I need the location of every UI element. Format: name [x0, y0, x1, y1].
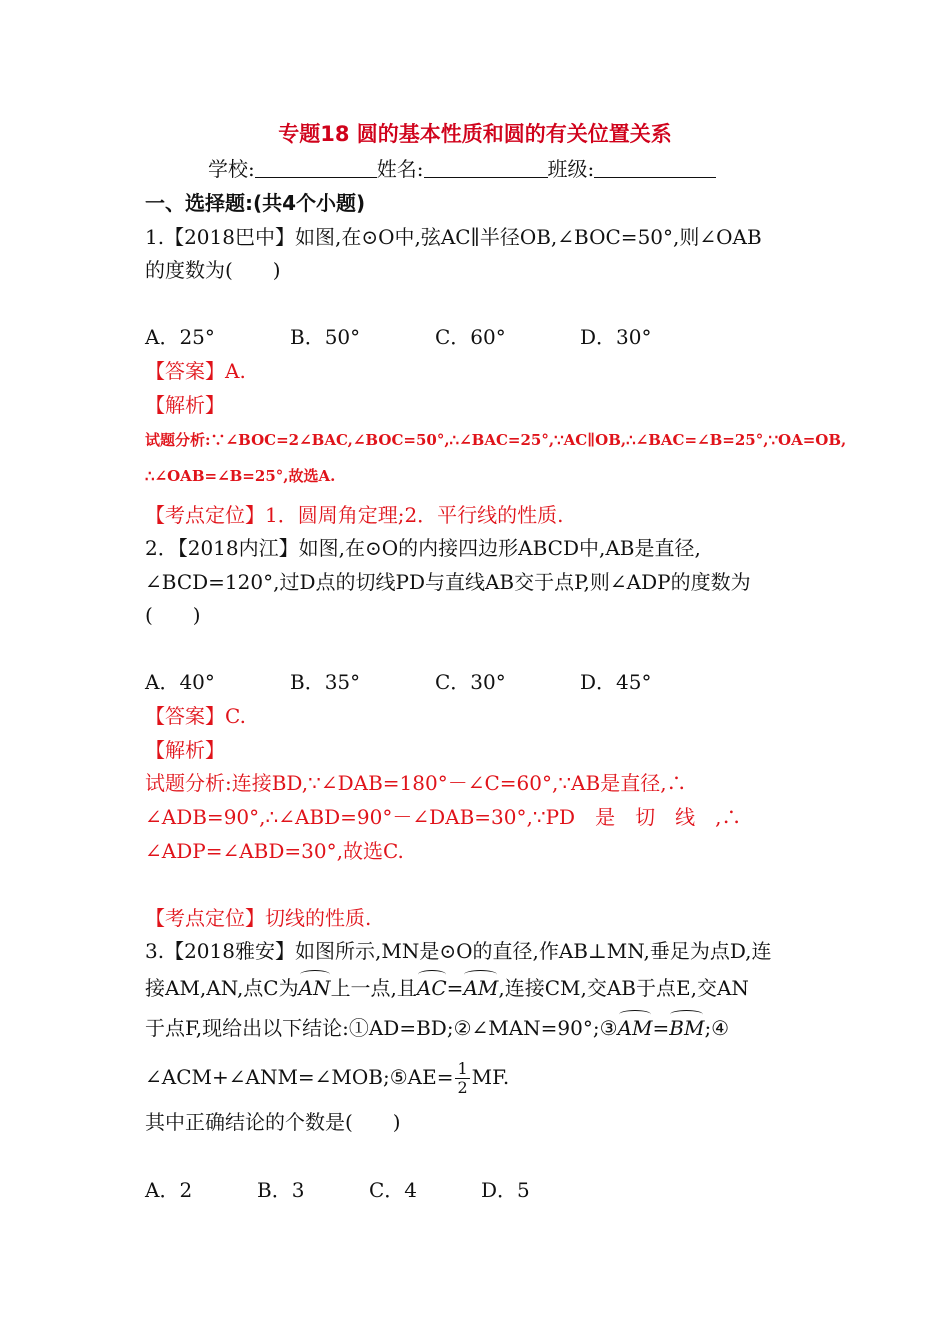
arc-am-2: AM	[617, 1016, 653, 1040]
q2-stem-line2: ∠BCD=120°,过D点的切线PD与直线AB交于点P,则∠ADP的度数为	[145, 570, 751, 594]
q3-option-d: D．5	[481, 1178, 530, 1202]
q1-options	[145, 324, 725, 350]
q1-analysis-line2: ∴∠OAB=∠B=25°,故选A.	[145, 467, 336, 485]
q2-options	[145, 669, 725, 695]
q3-stem-line1: 3.【2018雅安】如图所示,MN是⊙O的直径,作AB⊥MN,垂足为点D,连	[145, 939, 772, 963]
arc-bm: BM	[669, 1016, 705, 1040]
fraction-numerator: 1	[457, 1059, 468, 1078]
q3-stem-line3	[145, 1015, 729, 1041]
q3-stem-line2	[145, 975, 749, 1001]
q3-line2-post: ,连接CM,交AB于点E,交AN	[498, 976, 749, 1000]
q3-line3-post: ;④	[704, 1016, 730, 1040]
q2-kaodian: 【考点定位】切线的性质.	[145, 906, 372, 930]
school-field[interactable]	[255, 159, 377, 178]
q2-option-b: B．35°	[290, 670, 361, 694]
q3-line4-post: MF.	[471, 1065, 510, 1089]
q1-option-b: B．50°	[290, 325, 361, 349]
class-label: 班级:	[547, 157, 595, 181]
fraction-denominator: 2	[457, 1078, 468, 1097]
q2-option-d: D．45°	[580, 670, 652, 694]
student-info-row	[208, 156, 716, 182]
arc-an: AN	[298, 976, 331, 1000]
q3-stem-line5: 其中正确结论的个数是( )	[145, 1110, 401, 1134]
q2-analysis-line1: 试题分析:连接BD,∵∠DAB=180°－∠C=60°,∵AB是直径,∴	[145, 771, 687, 795]
q2-analysis-label: 【解析】	[145, 738, 225, 762]
q1-kaodian: 【考点定位】1．圆周角定理;2．平行线的性质.	[145, 503, 564, 527]
fraction-one-half	[455, 1060, 469, 1097]
q1-answer: 【答案】A.	[145, 359, 246, 383]
school-label: 学校:	[208, 157, 255, 181]
q3-option-b: B．3	[257, 1178, 305, 1202]
q2-answer: 【答案】C.	[145, 704, 246, 728]
q2-stem-line3: ( )	[145, 603, 201, 627]
q3-line2-mid: 上一点,且	[330, 976, 417, 1000]
q3-line4-pre: ∠ACM+∠ANM=∠MOB;⑤AE=	[145, 1065, 454, 1089]
q2-analysis-line3: ∠ADP=∠ABD=30°,故选C.	[145, 839, 404, 863]
q3-equals-2: =	[652, 1016, 670, 1040]
q2-analysis-line2: ∠ADB=90°,∴∠ABD=90°－∠DAB=30°,∵PD 是 切 线 ,∴	[145, 805, 742, 829]
q1-analysis-label: 【解析】	[145, 393, 225, 417]
q1-analysis-line1: 试题分析:∵∠BOC=2∠BAC,∠BOC=50°,∴∠BAC=25°,∵AC∥OB,∴∠BAC=∠B=25°,∵OA=OB,	[145, 431, 847, 449]
class-field[interactable]	[594, 159, 716, 178]
q1-option-a: A．25°	[145, 325, 215, 349]
q1-option-d: D．30°	[580, 325, 652, 349]
q2-stem-line1: 2．【2018内江】如图,在⊙O的内接四边形ABCD中,AB是直径,	[145, 536, 701, 560]
q3-option-a: A．2	[145, 1178, 193, 1202]
q3-equals: =	[446, 976, 464, 1000]
name-label: 姓名:	[376, 157, 424, 181]
arc-am: AM	[463, 976, 499, 1000]
q1-stem-line2: 的度数为( )	[145, 258, 281, 282]
section-heading: 一、选择题:(共4个小题)	[145, 191, 366, 215]
arc-ac: AC	[416, 976, 447, 1000]
q2-option-c: C．30°	[435, 670, 506, 694]
name-field[interactable]	[424, 159, 548, 178]
q3-option-c: C．4	[369, 1178, 418, 1202]
page-title: 专题18 圆的基本性质和圆的有关位置关系	[278, 122, 672, 146]
q3-stem-line4	[145, 1060, 509, 1097]
q1-option-c: C．60°	[435, 325, 506, 349]
q1-stem-line1: 1.【2018巴中】如图,在⊙O中,弦AC∥半径OB,∠BOC=50°,则∠OAB	[145, 225, 762, 249]
q3-line3-pre: 于点F,现给出以下结论:①AD=BD;②∠MAN=90°;③	[145, 1016, 618, 1040]
q3-line2-pre: 接AM,AN,点C为	[145, 976, 299, 1000]
q3-options	[145, 1177, 593, 1203]
q2-option-a: A．40°	[145, 670, 215, 694]
